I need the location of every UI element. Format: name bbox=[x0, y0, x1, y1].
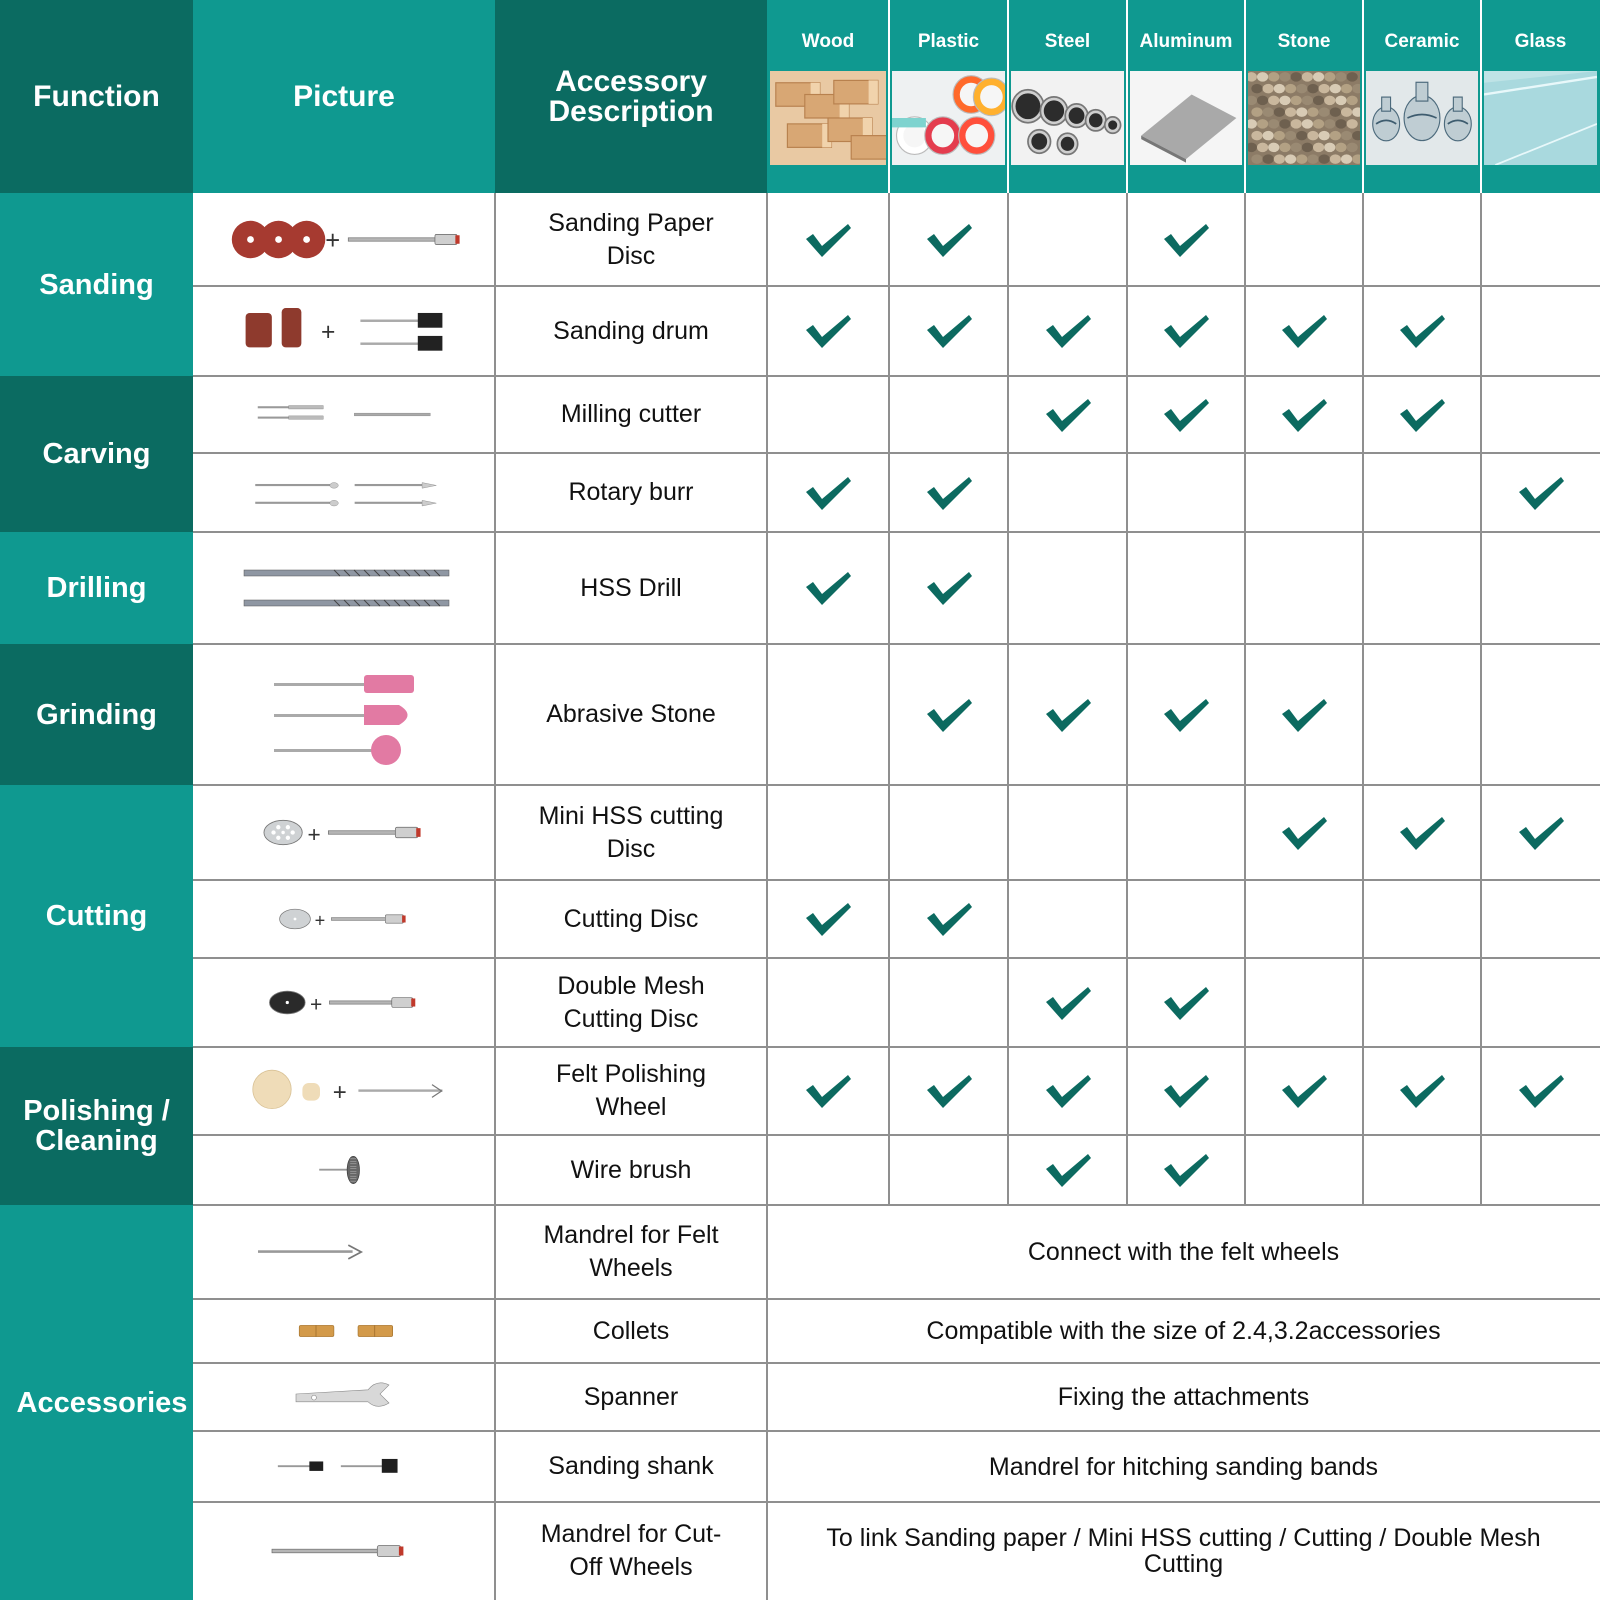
check-icon bbox=[804, 1071, 852, 1111]
svg-text:+: + bbox=[314, 910, 326, 931]
check-icon bbox=[1398, 1071, 1446, 1111]
grid-line bbox=[193, 531, 1600, 533]
row-description bbox=[495, 1431, 767, 1502]
note-text: Mandrel for hitching sanding bands bbox=[988, 1452, 1379, 1481]
description-text: Rotary burr bbox=[568, 478, 694, 506]
check-icon bbox=[804, 568, 852, 608]
material-label: Aluminum bbox=[1139, 31, 1233, 52]
row-description bbox=[495, 785, 767, 880]
svg-text:+: + bbox=[332, 1078, 347, 1106]
grid-line bbox=[1007, 193, 1009, 1205]
function-cutting bbox=[0, 785, 193, 1047]
picture-mesh-disc-mandrel bbox=[193, 958, 495, 1047]
check-icon bbox=[925, 899, 973, 939]
check-icon bbox=[804, 311, 852, 351]
check-icon bbox=[1280, 813, 1328, 853]
description-text: Sanding Paper Disc bbox=[548, 208, 714, 270]
grid-line bbox=[193, 1362, 1600, 1364]
material-label: Ceramic bbox=[1384, 31, 1460, 52]
sanding-shanks-icon bbox=[204, 1435, 484, 1498]
wood-planks-icon bbox=[770, 71, 886, 165]
header-separator bbox=[1244, 0, 1246, 193]
picture-sanding-disc-mandrel bbox=[193, 193, 495, 286]
plastic-pipes-icon bbox=[892, 71, 1005, 165]
row-description bbox=[495, 1299, 767, 1363]
grid-line bbox=[193, 1298, 1600, 1300]
check-icon bbox=[925, 311, 973, 351]
description-text: Double Mesh Cutting Disc bbox=[557, 971, 705, 1033]
check-icon bbox=[1517, 813, 1565, 853]
hss-drill-bits-icon bbox=[204, 536, 484, 640]
check-icon bbox=[1044, 311, 1092, 351]
description-text: Mini HSS cutting Disc bbox=[538, 801, 724, 863]
svg-text:+: + bbox=[325, 226, 341, 255]
check-icon bbox=[925, 473, 973, 513]
grid-line bbox=[193, 1134, 1600, 1136]
row-description bbox=[495, 193, 767, 286]
check-icon bbox=[1280, 695, 1328, 735]
row-description bbox=[495, 1047, 767, 1135]
grid-line bbox=[193, 784, 1600, 786]
description-text: Sanding shank bbox=[548, 1452, 714, 1480]
row-description bbox=[495, 1502, 767, 1600]
picture-hss-drill-bits bbox=[193, 532, 495, 644]
note-text: To link Sanding paper / Mini HSS cutting / Cutting / Double Mesh Cutting bbox=[826, 1524, 1541, 1578]
header-separator bbox=[1126, 0, 1128, 193]
picture-sanding-shanks bbox=[193, 1431, 495, 1502]
aluminum-sheet-icon bbox=[1130, 71, 1242, 165]
row-note bbox=[767, 1431, 1600, 1502]
picture-mini-hss-disc-mandrel bbox=[193, 785, 495, 880]
check-icon bbox=[1398, 813, 1446, 853]
picture-abrasive-stone-bits bbox=[193, 644, 495, 785]
check-icon bbox=[1162, 220, 1210, 260]
check-icon bbox=[925, 220, 973, 260]
check-icon bbox=[925, 1071, 973, 1111]
check-icon bbox=[1517, 1071, 1565, 1111]
header-separator bbox=[1362, 0, 1364, 193]
grid-line bbox=[193, 1204, 1600, 1206]
description-text: Abrasive Stone bbox=[546, 700, 716, 728]
svg-text:+: + bbox=[307, 822, 321, 848]
check-icon bbox=[1517, 473, 1565, 513]
description-text: Sanding drum bbox=[553, 316, 709, 345]
row-description bbox=[495, 644, 767, 785]
function-accessories bbox=[0, 1205, 193, 1600]
wire-brush-icon bbox=[204, 1139, 484, 1201]
cutoff-mandrel-icon bbox=[204, 1506, 484, 1596]
check-icon bbox=[1398, 395, 1446, 435]
header-function bbox=[0, 0, 193, 193]
svg-text:+: + bbox=[321, 319, 336, 347]
function-label: Drilling bbox=[46, 572, 147, 604]
steel-tubes-icon bbox=[1011, 71, 1124, 165]
function-sanding bbox=[0, 193, 193, 376]
check-icon bbox=[1280, 395, 1328, 435]
material-label: Steel bbox=[1044, 31, 1091, 52]
cutting-disc-mandrel-icon bbox=[204, 884, 484, 954]
grid-line bbox=[193, 1430, 1600, 1432]
grid-line bbox=[1480, 193, 1482, 1205]
description-text: Spanner bbox=[583, 1382, 679, 1411]
description-text: Milling cutter bbox=[560, 400, 702, 428]
check-icon bbox=[1280, 311, 1328, 351]
picture-spanner-wrench bbox=[193, 1363, 495, 1431]
picture-brass-collets bbox=[193, 1299, 495, 1363]
note-text: Fixing the attachments bbox=[1057, 1383, 1310, 1411]
check-icon bbox=[1162, 695, 1210, 735]
mini-hss-disc-mandrel-icon bbox=[204, 789, 484, 876]
material-header-stone bbox=[1245, 22, 1363, 62]
function-label: Carving bbox=[42, 438, 151, 470]
function-label: Polishing / Cleaning bbox=[23, 1095, 170, 1157]
row-description bbox=[495, 286, 767, 376]
row-note bbox=[767, 1363, 1600, 1431]
picture-sanding-drum-mandrel bbox=[193, 286, 495, 376]
abrasive-stone-bits-icon bbox=[204, 655, 484, 775]
function-label: Cutting bbox=[45, 900, 148, 932]
check-icon bbox=[1162, 311, 1210, 351]
check-icon bbox=[1280, 1071, 1328, 1111]
check-icon bbox=[1398, 311, 1446, 351]
felt-wheel-mandrel-icon bbox=[204, 1051, 484, 1131]
function-label: Grinding bbox=[36, 698, 157, 731]
material-header-aluminum bbox=[1127, 22, 1245, 62]
row-description bbox=[495, 1135, 767, 1205]
check-icon bbox=[1044, 395, 1092, 435]
material-header-ceramic bbox=[1363, 22, 1481, 62]
picture-wire-brush bbox=[193, 1135, 495, 1205]
grid-line bbox=[1244, 193, 1246, 1205]
row-description bbox=[495, 1363, 767, 1431]
grid-line bbox=[494, 193, 496, 1600]
row-description bbox=[495, 958, 767, 1047]
grid-line bbox=[193, 957, 1600, 959]
check-icon bbox=[1162, 1071, 1210, 1111]
function-carving bbox=[0, 376, 193, 532]
row-description bbox=[495, 1205, 767, 1299]
brass-collets-icon bbox=[204, 1303, 484, 1359]
mesh-disc-mandrel-icon bbox=[204, 962, 484, 1043]
sanding-drum-mandrel-icon bbox=[204, 290, 484, 372]
function-polishing-cleaning bbox=[0, 1047, 193, 1205]
header-separator bbox=[888, 0, 890, 193]
material-label: Glass bbox=[1514, 31, 1567, 52]
description-text: Wire brush bbox=[570, 1155, 692, 1184]
rotary-burr-bits-icon bbox=[204, 457, 484, 528]
grid-line bbox=[888, 193, 890, 1205]
check-icon bbox=[925, 695, 973, 735]
material-label: Wood bbox=[801, 31, 855, 52]
header-separator bbox=[1480, 0, 1482, 193]
material-header-glass bbox=[1481, 22, 1600, 62]
grid-line bbox=[193, 285, 1600, 287]
row-note bbox=[767, 1502, 1600, 1600]
picture-rotary-burr-bits bbox=[193, 453, 495, 532]
grid-line bbox=[766, 193, 768, 1600]
row-description bbox=[495, 532, 767, 644]
note-text: Compatible with the size of 2.4,3.2accessories bbox=[926, 1317, 1441, 1345]
check-icon bbox=[804, 220, 852, 260]
grid-line bbox=[193, 1046, 1600, 1048]
grid-line bbox=[1126, 193, 1128, 1205]
grid-line bbox=[193, 452, 1600, 454]
picture-cutoff-mandrel bbox=[193, 1502, 495, 1600]
check-icon bbox=[1044, 983, 1092, 1023]
row-note bbox=[767, 1205, 1600, 1299]
spanner-wrench-icon bbox=[204, 1367, 484, 1427]
check-icon bbox=[804, 899, 852, 939]
row-description bbox=[495, 376, 767, 453]
header-picture bbox=[193, 0, 495, 193]
description-text: Mandrel for Cut-Off Wheels bbox=[540, 1520, 722, 1581]
row-note bbox=[767, 1299, 1600, 1363]
row-description bbox=[495, 880, 767, 958]
row-description bbox=[495, 453, 767, 532]
function-label: Accessories bbox=[16, 1386, 188, 1419]
function-drilling bbox=[0, 532, 193, 644]
header-picture-label: Picture bbox=[293, 79, 395, 113]
header-function-label: Function bbox=[33, 79, 160, 113]
description-text: Felt Polishing Wheel bbox=[555, 1060, 707, 1121]
felt-mandrel-icon bbox=[204, 1209, 484, 1295]
material-label: Stone bbox=[1277, 31, 1331, 52]
check-icon bbox=[1162, 983, 1210, 1023]
material-header-steel bbox=[1008, 22, 1127, 62]
glass-pane-icon bbox=[1484, 71, 1597, 165]
grid-line bbox=[193, 375, 1600, 377]
grid-line bbox=[193, 643, 1600, 645]
picture-milling-cutter-bits bbox=[193, 376, 495, 453]
check-icon bbox=[925, 568, 973, 608]
check-icon bbox=[1162, 395, 1210, 435]
picture-cutting-disc-mandrel bbox=[193, 880, 495, 958]
picture-felt-mandrel bbox=[193, 1205, 495, 1299]
sanding-disc-mandrel-icon bbox=[204, 197, 484, 282]
function-grinding bbox=[0, 644, 193, 785]
material-label: Plastic bbox=[917, 31, 980, 52]
description-text: HSS Drill bbox=[580, 573, 682, 602]
stone-pebbles-icon bbox=[1248, 71, 1360, 165]
material-header-wood bbox=[767, 22, 889, 62]
grid-line bbox=[193, 879, 1600, 881]
check-icon bbox=[1162, 1150, 1210, 1190]
header-description-label: Accessory Description bbox=[548, 64, 714, 128]
check-icon bbox=[1044, 1071, 1092, 1111]
header-separator bbox=[1007, 0, 1009, 193]
description-text: Cutting Disc bbox=[563, 904, 699, 933]
material-header-plastic bbox=[889, 22, 1008, 62]
function-label: Sanding bbox=[39, 268, 154, 301]
check-icon bbox=[804, 473, 852, 513]
ceramic-vases-icon bbox=[1366, 71, 1478, 165]
grid-line bbox=[193, 1501, 1600, 1503]
picture-felt-wheel-mandrel bbox=[193, 1047, 495, 1135]
description-text: Collets bbox=[592, 1316, 670, 1345]
description-text: Mandrel for Felt Wheels bbox=[543, 1221, 719, 1282]
check-icon bbox=[1044, 695, 1092, 735]
note-text: Connect with the felt wheels bbox=[1027, 1238, 1340, 1266]
svg-text:+: + bbox=[309, 993, 323, 1017]
check-icon bbox=[1044, 1150, 1092, 1190]
milling-cutter-bits-icon bbox=[204, 380, 484, 449]
header-description bbox=[495, 0, 767, 193]
grid-line bbox=[1362, 193, 1364, 1205]
